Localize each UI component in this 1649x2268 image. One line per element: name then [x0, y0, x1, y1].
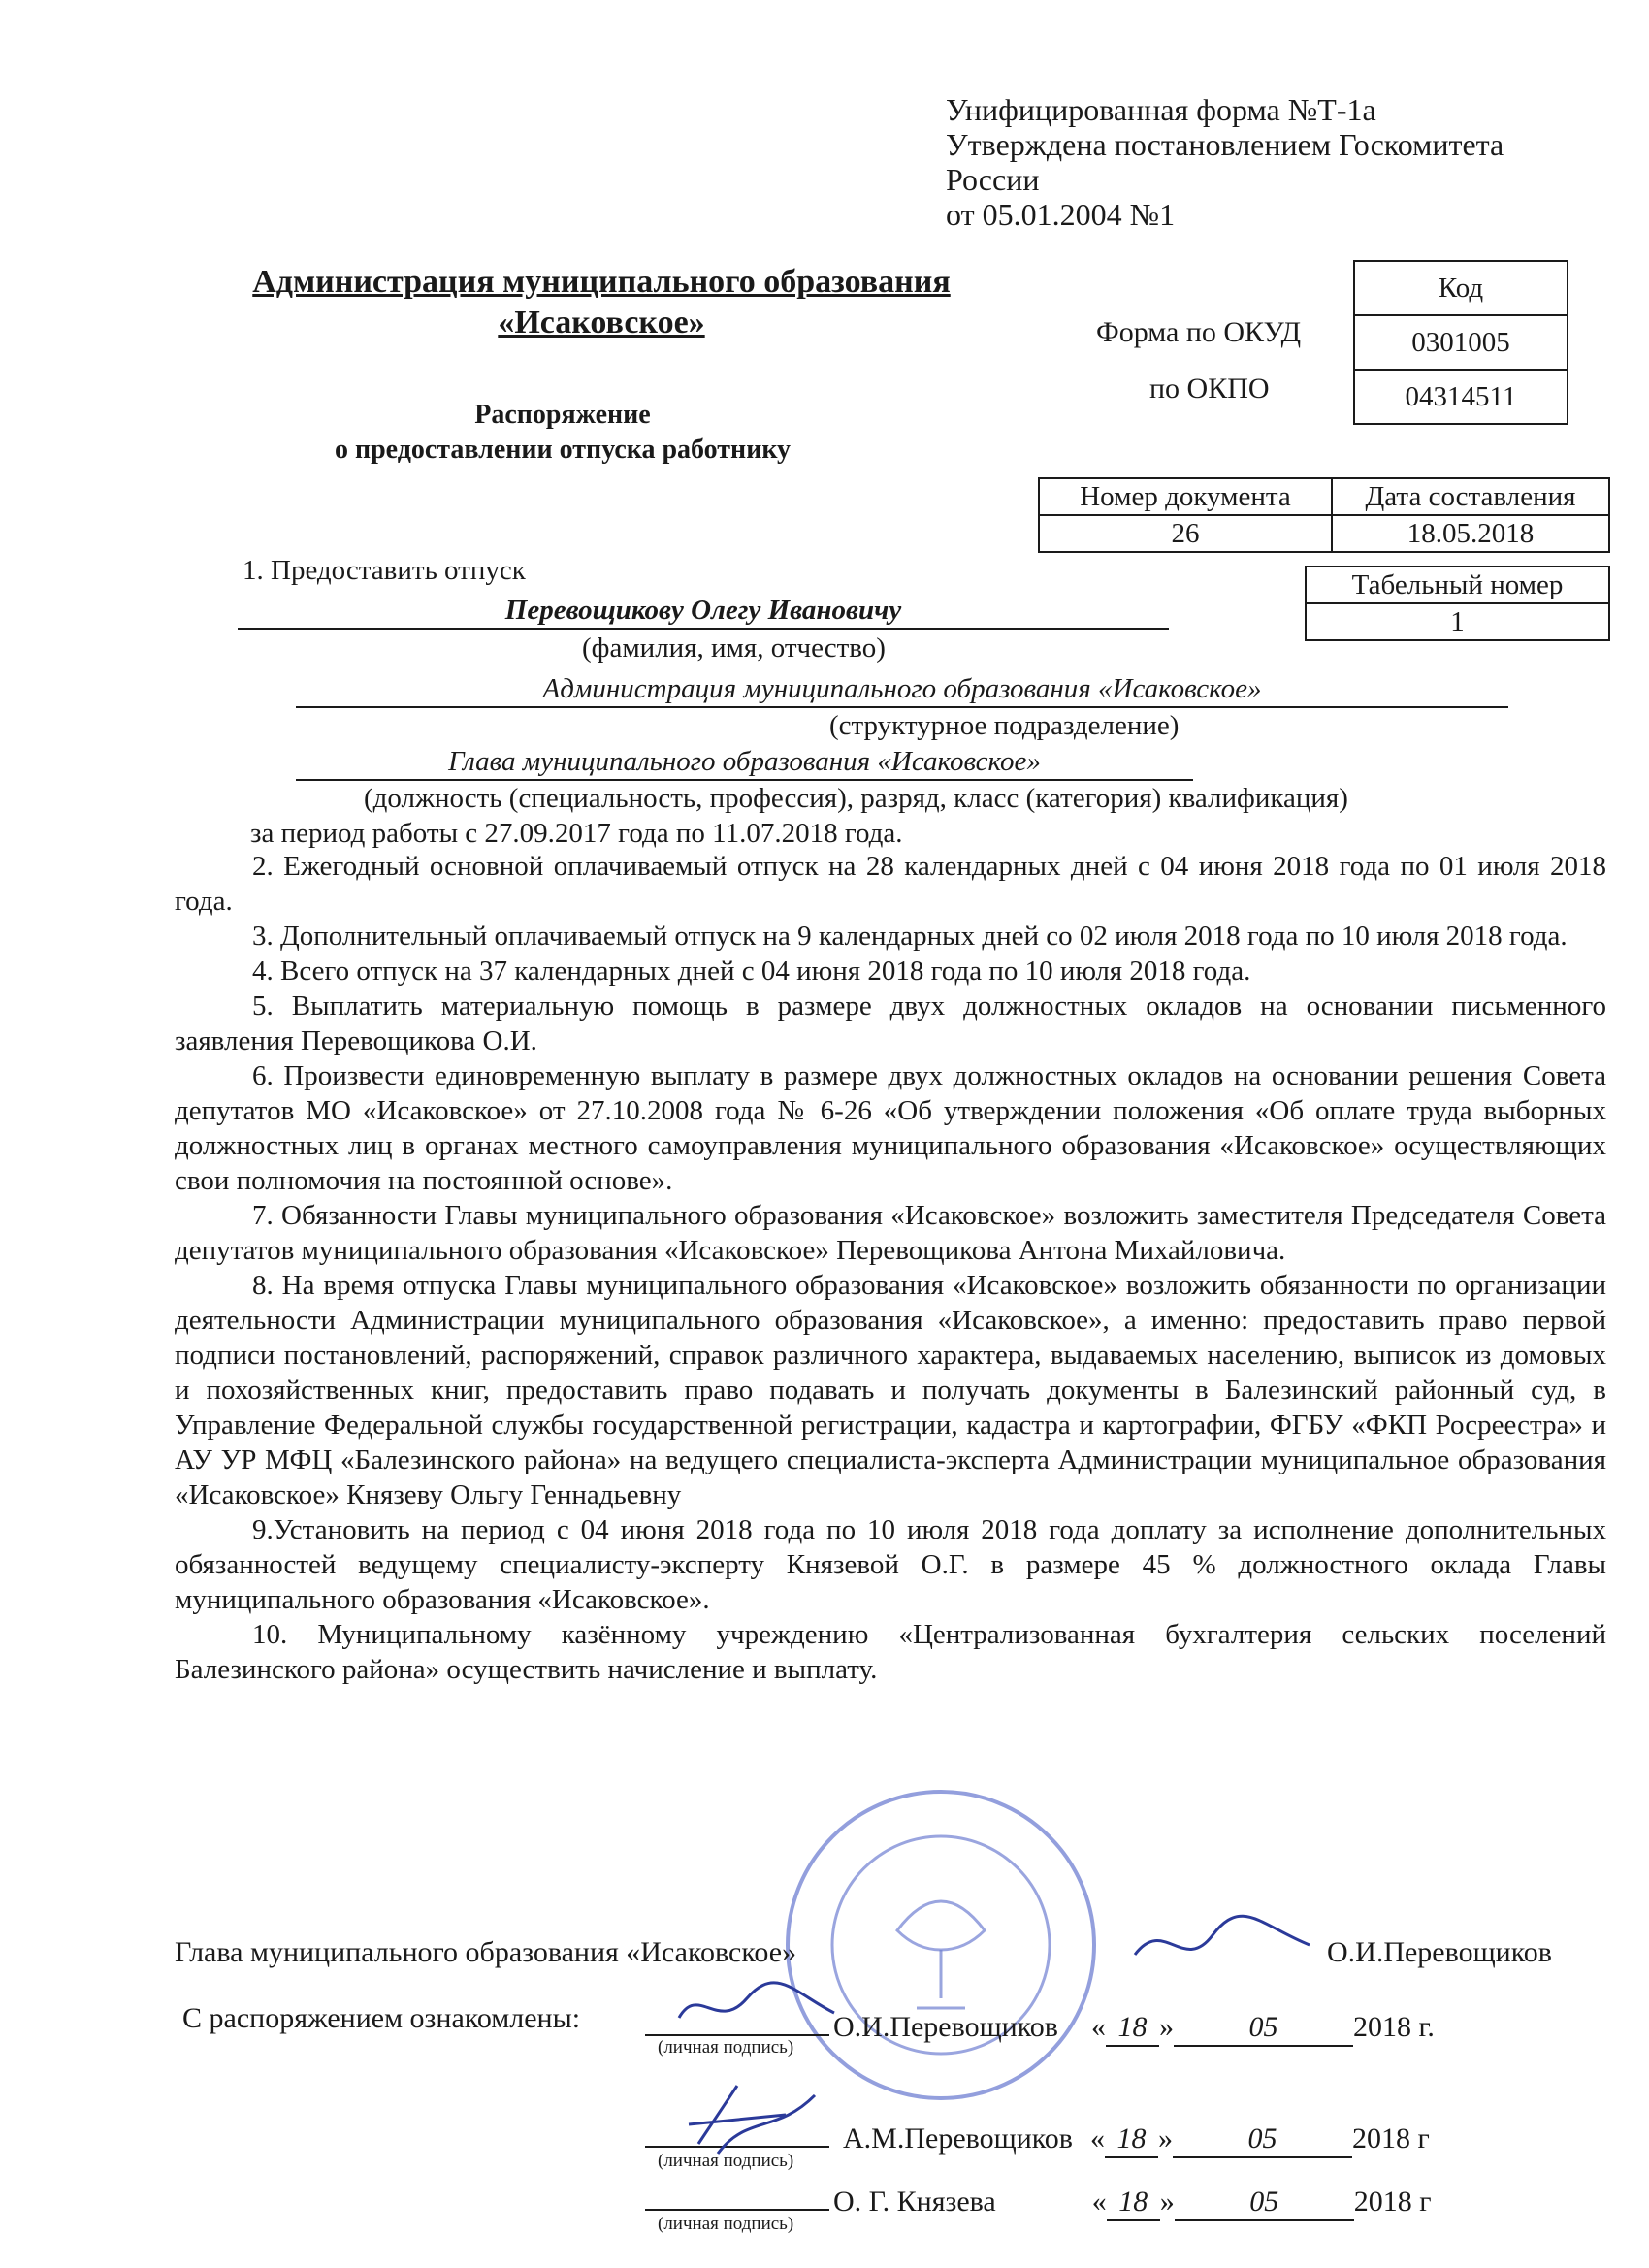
order-paragraph: 2. Ежегодный основной оплачиваемый отпуск на 28 календарных дней с 04 июня 2018 года по 01 июля 2018 года.	[175, 851, 1606, 917]
form-header-line: России	[946, 162, 1040, 197]
employee-department: Администрация муниципального образования «Исаковское»	[296, 671, 1508, 708]
order-paragraph: 7. Обязанности Главы муниципального образования «Исаковское» возложить заместителя Председателя Совета депутатов муниципального образования «Исаковское» Перевощикова Антона Михайловича.	[175, 1200, 1606, 1266]
acquaint-month: 05	[1173, 2122, 1352, 2158]
head-signature-scribble	[1125, 1906, 1319, 1984]
tab-number-table	[1305, 566, 1610, 641]
order-paragraphs	[175, 849, 1606, 1687]
employee-position: Глава муниципального образования «Исаковское»	[296, 744, 1193, 781]
signature-caption: (личная подпись)	[658, 2037, 794, 2057]
form-header-line: Утверждена постановлением Госкомитета	[946, 127, 1504, 162]
date-close-quote: »	[1157, 2122, 1173, 2155]
form-header-note	[946, 92, 1504, 232]
doc-number-value: 26	[1039, 515, 1332, 552]
acquaint-day: 18	[1106, 2010, 1159, 2047]
order-paragraph: 8. На время отпуска Главы муниципального образования «Исаковское» возложить обязанности по организации деятельности Администрации муниципального образования «Исаковское», а именно: предоставить право первой подписи постановлений, распоряжений, справок различного характера, выдаваемых населению, выписок из домовых и похозяйственных книг, предоставить право подавать и получать документы в Балезинский районный суд, в Управление Федеральной службы государственной регистрации, кадастра и картографии, ФГБУ «ФКП Росреестра» и АУ УР МФЦ «Балезинского района» на ведущего специалиста-эксперта Администрации муниципальное образования «Исаковское» Князеву Ольгу Геннадьевну	[175, 1270, 1606, 1510]
okud-label: Форма по ОКУД	[1096, 316, 1302, 348]
grant-leave-intro: 1. Предоставить отпуск	[242, 555, 526, 586]
document-title-line: Распоряжение	[474, 400, 651, 430]
doc-number-header: Номер документа	[1039, 478, 1332, 515]
okpo-value: 04314511	[1354, 370, 1568, 424]
acquaint-signature-scribble	[669, 1979, 844, 2037]
tab-number-header: Табельный номер	[1306, 567, 1609, 603]
acquaint-day: 18	[1105, 2122, 1158, 2158]
acquaint-year: 2018 г	[1353, 2186, 1432, 2218]
doc-meta-table	[1038, 477, 1610, 553]
acquaint-name: О. Г. Князева	[833, 2186, 996, 2218]
order-paragraph: 3. Дополнительный оплачиваемый отпуск на 9 календарных дней со 02 июля 2018 года по 10 июля 2018 года.	[252, 921, 1568, 952]
date-open-quote: «	[1089, 2122, 1105, 2155]
organization-line: Администрация муниципального образования	[252, 264, 951, 300]
order-paragraph: 6. Произвести единовременную выплату в размере двух должностных окладов на основании решения Совета депутатов МО «Исаковское» от 27.10.2008 года № 6-26 «Об утверждении положения «Об оплате труда выборных должностных лиц в органах местного самоуправления муниципального образования «Исаковское» осуществляющих свои полномочия на постоянной основе».	[175, 1060, 1606, 1196]
date-open-quote: «	[1091, 2186, 1107, 2218]
date-close-quote: »	[1158, 2011, 1174, 2043]
acquaint-signature-scribble	[679, 2076, 824, 2163]
employee-position-caption: (должность (специальность, профессия), разряд, класс (категория) квалификация)	[364, 783, 1348, 814]
employee-name: Перевощикову Олегу Ивановичу	[238, 593, 1169, 630]
signature-caption: (личная подпись)	[658, 2214, 794, 2234]
document-title	[233, 398, 892, 468]
acquaint-name: О.И.Перевощиков	[833, 2011, 1058, 2043]
employee-name-caption: (фамилия, имя, отчество)	[582, 632, 886, 664]
signature-line	[645, 2176, 829, 2211]
organization-line: «Исаковское»	[498, 305, 705, 340]
head-signature-label: Глава муниципального образования «Исаковское»	[175, 1936, 797, 1968]
acquaint-label: С распоряжением ознакомлены:	[182, 2002, 581, 2034]
acquaint-year: 2018 г.	[1352, 2011, 1435, 2043]
date-close-quote: »	[1159, 2186, 1175, 2218]
form-header-line: Унифицированная форма №Т-1а	[946, 92, 1376, 127]
order-paragraph: 5. Выплатить материальную помощь в размере двух должностных окладов на основании письменного заявления Перевощикова О.И.	[175, 990, 1606, 1056]
form-header-line: от 05.01.2004 №1	[946, 197, 1176, 232]
employee-department-caption: (структурное подразделение)	[829, 710, 1180, 741]
work-period: за период работы с 27.09.2017 года по 11.07.2018 года.	[250, 818, 903, 849]
acquaint-year: 2018 г	[1351, 2122, 1430, 2155]
acquaint-month: 05	[1175, 2185, 1354, 2221]
tab-number-value: 1	[1306, 603, 1609, 640]
acquaint-day: 18	[1107, 2185, 1160, 2221]
codes-table	[1353, 260, 1568, 425]
doc-date-value: 18.05.2018	[1332, 515, 1609, 552]
okud-value: 0301005	[1354, 315, 1568, 370]
codes-header: Код	[1354, 261, 1568, 315]
order-paragraph: 4. Всего отпуск на 37 календарных дней с 04 июня 2018 года по 10 июля 2018 года.	[252, 956, 1251, 987]
head-signature-name: О.И.Перевощиков	[1327, 1936, 1552, 1968]
okpo-label: по ОКПО	[1149, 373, 1270, 405]
order-paragraph: 10. Муниципальному казённому учреждению «Централизованная бухгалтерия сельских поселений Балезинского района» осуществить начисление и выплату.	[175, 1619, 1606, 1685]
document-title-line: о предоставлении отпуска работнику	[334, 435, 792, 465]
official-stamp	[781, 1785, 1101, 2105]
order-paragraph: 9.Установить на период с 04 июня 2018 года по 10 июля 2018 года доплату за исполнение дополнительных обязанностей ведущему специалисту-эксперту Князевой О.Г. в размере 45 % должностного оклада Главы муниципального образования «Исаковское».	[175, 1514, 1606, 1615]
date-open-quote: «	[1090, 2011, 1106, 2043]
signature-caption: (личная подпись)	[658, 2151, 794, 2171]
doc-date-header: Дата составления	[1332, 478, 1609, 515]
acquaint-month: 05	[1174, 2010, 1353, 2047]
acquaint-name: А.М.Перевощиков	[843, 2122, 1073, 2155]
organization-name	[184, 262, 1018, 343]
